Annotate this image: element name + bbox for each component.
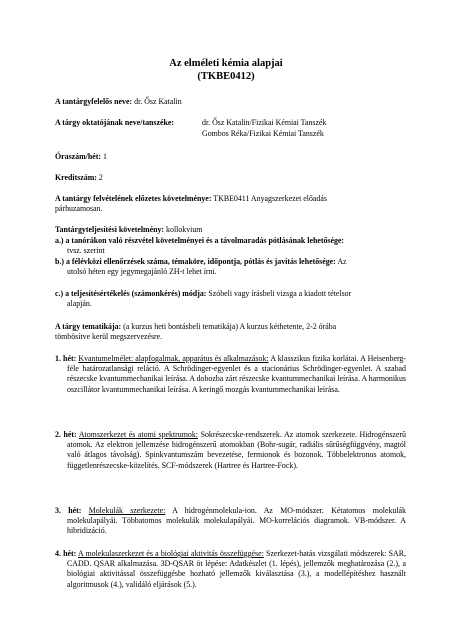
attendance-value: tvsz. szerint (67, 246, 105, 256)
week-text: Szerkezet-hatás vizsgálati módszerek: SAR, CADD. QSAR alkalmazása. 3D-QSAR öt lépése: Adatkészlet (1. lépés), jellemzők meghatározása (2.), a biológiai aktivitással összefüggésbe hozható jellemzők kiválasztása (3.), a modellépítéshez használt algoritmusok (4.), validáló eljárások (5.). (67, 549, 406, 589)
instructor-line-1: dr. Ősz Katalin/Fizikai Kémiai Tanszék (202, 118, 327, 127)
week-topic: Kvantumelmélet: alapfogalmak, apparátus és alkalmazások: (78, 354, 269, 363)
week-number: 3. hét: (55, 506, 82, 515)
week-text: Sokrészecske-rendszerek. Az atomok szerkezete. Hidrogénszerű atomok. Az elektron jellemzése hidrogénszerű atomokban (Bohr-sugár, radiális sűrűségfüggvény, magtól való átlagos távolság). Spinkvantumszám bevezetése, fermionok és bozonok. Többelektronos atomok, függetlenrészecske-közelítés. SCF-módszerek (Hartree és Hartree-Fock). (67, 430, 406, 470)
course-code: (TKBE0412) (197, 71, 255, 82)
attendance-row (55, 236, 406, 256)
responsible-row (55, 97, 406, 107)
credits-value: 2 (98, 173, 103, 182)
prerequisite-label: A tantárgy felvételének előzetes követelménye: (55, 194, 212, 203)
instructor-line-2: Gombos Réka/Fizikai Kémiai Tanszék (202, 129, 324, 138)
requirement-label: Tantárgyteljesítési követelmény: (55, 225, 165, 234)
prerequisite-row (55, 194, 406, 214)
evaluation-value: Szóbeli vagy írásbeli vizsga a kiadott tételsor (208, 289, 352, 298)
midterm-label: b.) a félévközi ellenőrzések száma, témaköre, időpontja, pótlás és javítás lehetősége: (55, 257, 336, 266)
midterm-value: Az (337, 257, 347, 266)
midterm-row (55, 257, 406, 277)
credits-label: Kreditszám: (55, 173, 97, 182)
attendance-label: a.) a tanórákon való részvétel követelményei és a távolmaradás pótlásának lehetősége: (55, 236, 345, 245)
document-title: Az elméleti kémia alapjai (169, 58, 283, 69)
week-text: A hidrogénmolekula-ion. Az MO-módszer. Kétatomos molekulák molekulapályái. Többatomos molekulák molekulapályái. MO-korrelációs diagramok. VB-módszer. A hibridizáció. (67, 506, 406, 536)
week-number: 4. hét: (55, 549, 77, 558)
week-item (55, 549, 406, 590)
evaluation-label: c.) a teljesítésértékelés (számonkérés) módja: (55, 289, 207, 298)
week-item (55, 354, 406, 395)
prerequisite-value: TKBE0411 Anyagszerkezet előadás (213, 194, 327, 203)
hours-row (55, 152, 406, 162)
thematics-value-line-2: tömbösítve kerül megszervezésre. (55, 332, 163, 342)
thematics-value: (a kurzus heti bontásbeli tematikája) A kurzus kéthetente, 2-2 órába (123, 322, 337, 331)
week-number: 1. hét: (55, 354, 77, 363)
week-item (55, 506, 406, 537)
week-topic: Atomszerkezet és atomi spektrumok: (78, 430, 198, 439)
thematics-row (55, 322, 406, 342)
evaluation-row (55, 289, 406, 309)
week-number: 2. hét: (55, 430, 77, 439)
week-text: A klasszikus fizika korlátai. A Heisenberg-féle határozatlansági reláció. A Schrödinger-egyenlet és a stacionárius Schrödinger-egyenlet. A szabad részecske kvantummechanikai leírása. A dobozba zárt részecske kvantummechanikai leírása. A harmonikus oszcillátor kvantummechanikai leírása. A keringő mozgás kvantummechanikai leírása. (67, 354, 407, 394)
thematics-label: A tárgy tematikája: (55, 322, 122, 331)
week-topic: Molekulák szerkezete: (88, 506, 166, 515)
hours-value: 1 (103, 152, 107, 161)
requirement-value: kollokvium (166, 225, 203, 234)
instructors-label: A tárgy oktatójának neve/tanszéke: (55, 118, 175, 127)
requirement-row (55, 225, 406, 235)
responsible-value: dr. Ősz Katalin (134, 97, 182, 106)
hours-label: Óraszám/hét: (55, 152, 102, 161)
credits-row (55, 173, 406, 183)
week-topic: A molekulaszerkezet és a biológiai aktivitás összefüggése: (78, 549, 264, 558)
midterm-value-line-2: utolsó héten egy jegymegajánló ZH-t lehet írni. (67, 267, 217, 277)
instructors-row (55, 118, 406, 140)
responsible-label: A tantárgyfelelős neve: (55, 97, 133, 106)
prerequisite-value-line-2: párhuzamosan. (55, 204, 103, 214)
week-item (55, 430, 406, 471)
evaluation-value-line-2: alapján. (67, 299, 92, 309)
